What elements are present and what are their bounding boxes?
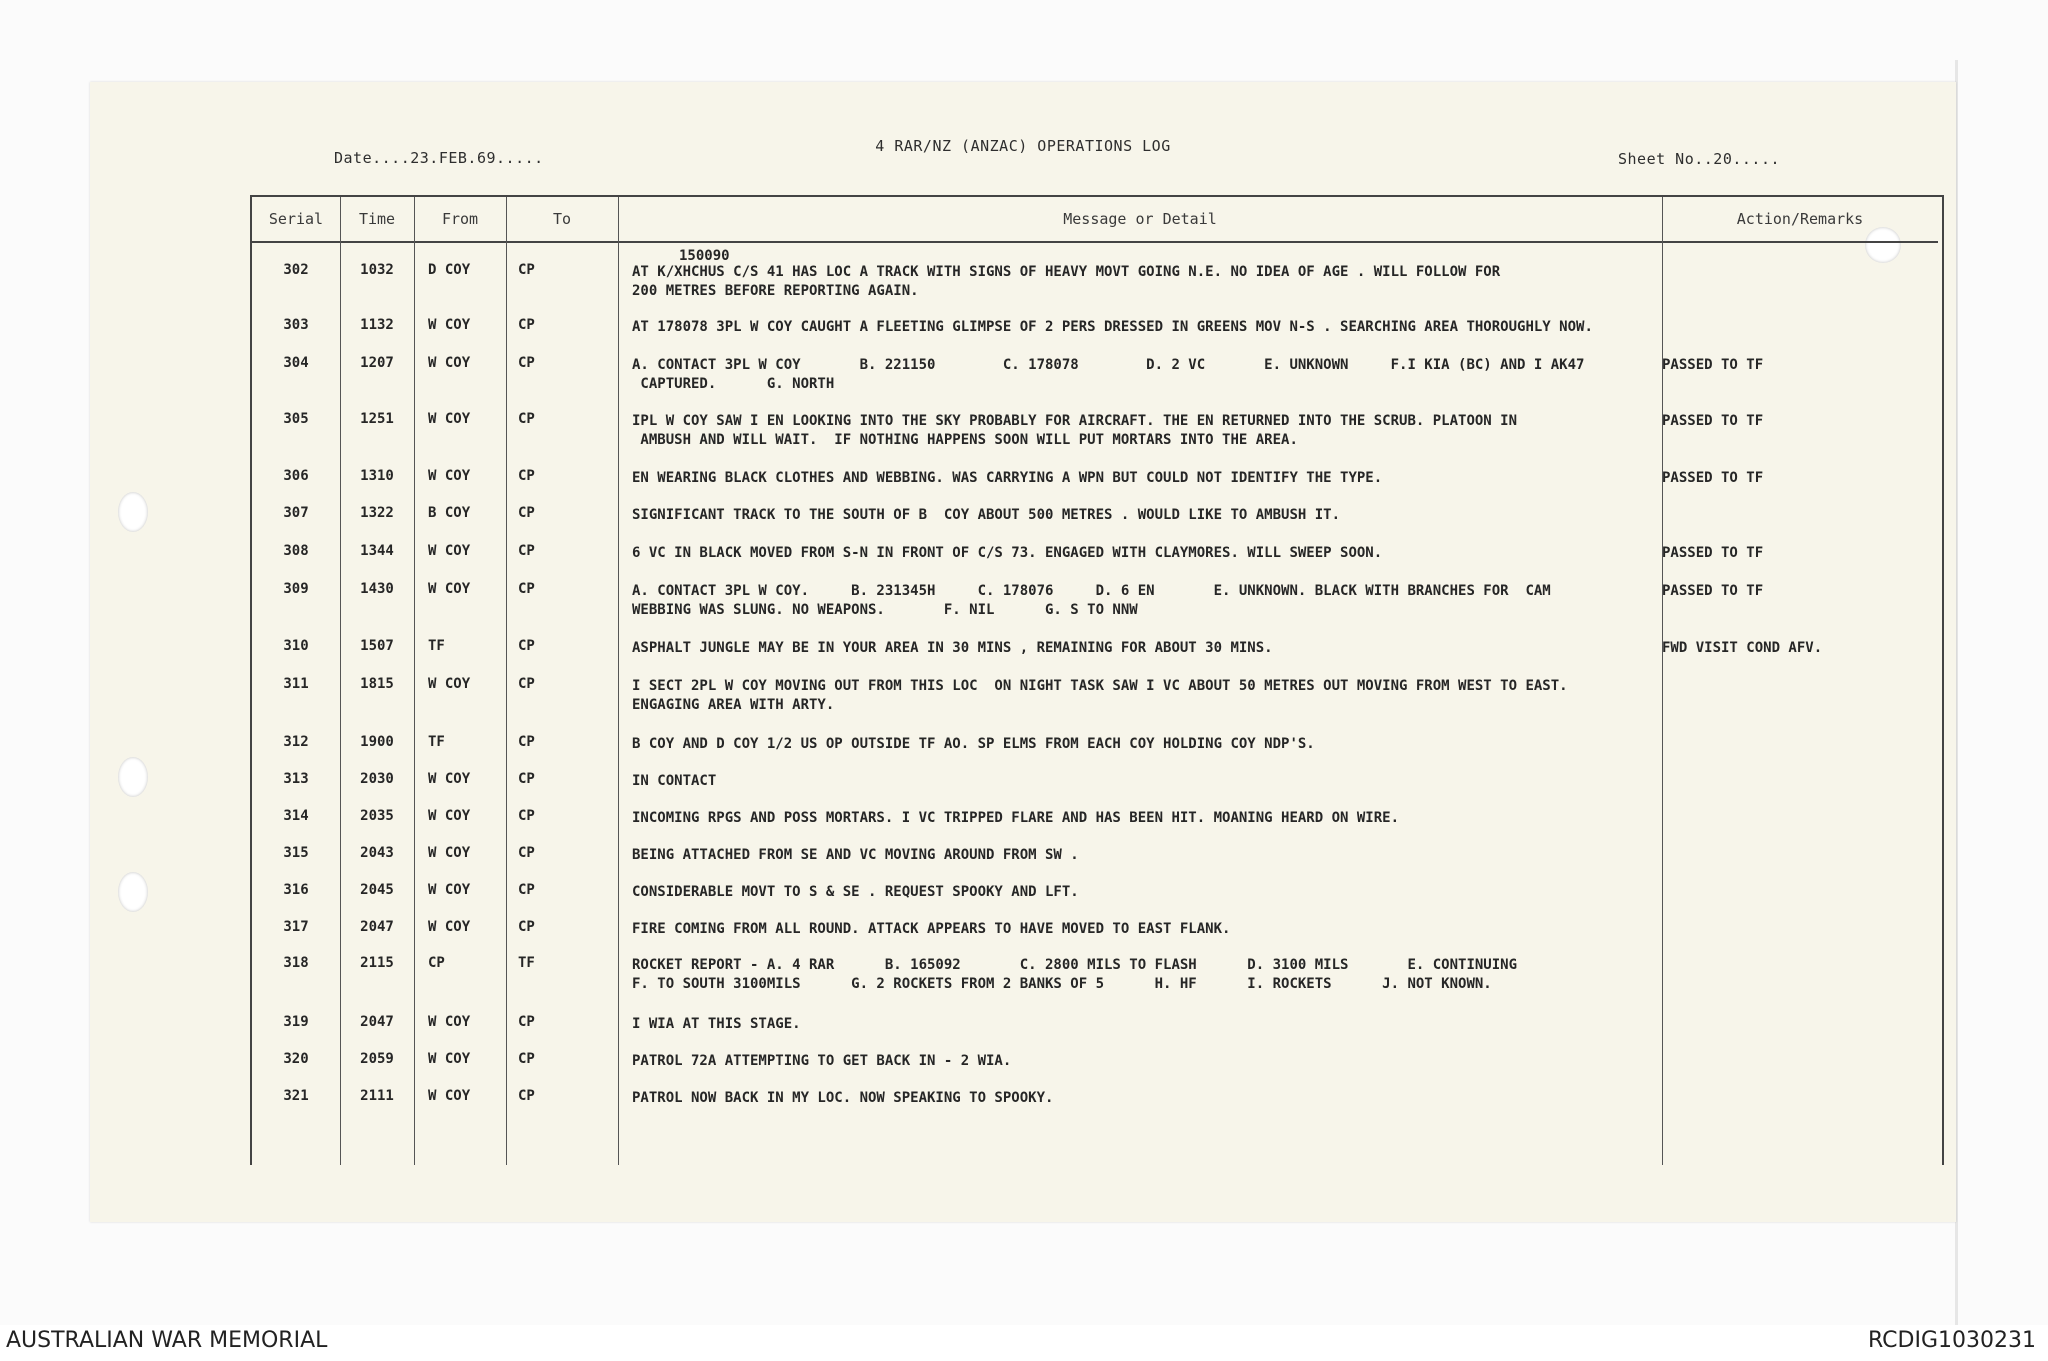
serial-cell: 316 [283, 882, 309, 898]
from-cell: W COY [428, 543, 471, 559]
time-cell: 1132 [360, 317, 394, 333]
archive-name: AUSTRALIAN WAR MEMORIAL [6, 1328, 328, 1353]
time-cell: 2047 [360, 919, 394, 935]
message-cell: A. CONTACT 3PL W COY B. 221150 C. 178078 D. 2 VC E. UNKNOWN F.I KIA (BC) AND I AK47 CAPTURED. G. NORTH [632, 357, 1585, 392]
time-cell: 1207 [360, 355, 394, 371]
punch-hole [118, 492, 148, 532]
from-cell: W COY [428, 845, 471, 861]
action-cell: FWD VISIT COND AFV. [1662, 640, 1823, 656]
column-header-serial: Serial [252, 197, 340, 243]
from-cell: CP [428, 955, 445, 971]
column-header-message: Message or Detail [618, 197, 1662, 243]
from-cell: W COY [428, 1014, 471, 1030]
to-cell: CP [518, 262, 535, 278]
message-cell: BEING ATTACHED FROM SE AND VC MOVING AROUND FROM SW . [632, 847, 1079, 863]
archive-reference: RCDIG1030231 [1867, 1328, 2036, 1353]
to-cell: TF [518, 955, 535, 971]
from-cell: W COY [428, 1088, 471, 1104]
message-cell: PATROL NOW BACK IN MY LOC. NOW SPEAKING TO SPOOKY. [632, 1090, 1054, 1106]
time-cell: 2043 [360, 845, 394, 861]
log-sheet [90, 82, 1956, 1222]
to-cell: CP [518, 355, 535, 371]
serial-cell: 319 [283, 1014, 309, 1030]
time-cell: 2035 [360, 808, 394, 824]
message-cell: I WIA AT THIS STAGE. [632, 1016, 801, 1032]
to-cell: CP [518, 845, 535, 861]
from-cell: W COY [428, 1051, 471, 1067]
from-cell: W COY [428, 771, 471, 787]
serial-cell: 303 [283, 317, 309, 333]
log-title: 4 RAR/NZ (ANZAC) OPERATIONS LOG [875, 137, 1171, 155]
time-cell: 1815 [360, 676, 394, 692]
time-cell: 1251 [360, 411, 394, 427]
to-cell: CP [518, 676, 535, 692]
from-cell: TF [428, 734, 445, 750]
message-cell: AT 178078 3PL W COY CAUGHT A FLEETING GLIMPSE OF 2 PERS DRESSED IN GREENS MOV N-S . SEARCHING AREA THOROUGHLY NOW. [632, 319, 1593, 335]
time-cell: 1322 [360, 505, 394, 521]
serial-cell: 310 [283, 638, 309, 654]
to-cell: CP [518, 468, 535, 484]
message-cell: 6 VC IN BLACK MOVED FROM S-N IN FRONT OF C/S 73. ENGAGED WITH CLAYMORES. WILL SWEEP SOON. [632, 545, 1383, 561]
sheet-number: Sheet No..20..... [1618, 150, 1781, 168]
message-cell: EN WEARING BLACK CLOTHES AND WEBBING. WAS CARRYING A WPN BUT COULD NOT IDENTIFY THE TYPE. [632, 470, 1383, 486]
action-cell: PASSED TO TF [1662, 413, 1764, 429]
from-cell: W COY [428, 808, 471, 824]
time-cell: 1430 [360, 581, 394, 597]
serial-cell: 318 [283, 955, 309, 971]
time-cell: 1344 [360, 543, 394, 559]
message-cell: B COY AND D COY 1/2 US OP OUTSIDE TF AO. SP ELMS FROM EACH COY HOLDING COY NDP'S. [632, 736, 1315, 752]
to-cell: CP [518, 581, 535, 597]
to-cell: CP [518, 919, 535, 935]
to-cell: CP [518, 505, 535, 521]
message-cell: INCOMING RPGS AND POSS MORTARS. I VC TRIPPED FLARE AND HAS BEEN HIT. MOANING HEARD ON WIRE. [632, 810, 1400, 826]
action-cell: PASSED TO TF [1662, 470, 1764, 486]
serial-cell: 304 [283, 355, 309, 371]
serial-cell: 321 [283, 1088, 309, 1104]
time-cell: 1032 [360, 262, 394, 278]
action-cell: PASSED TO TF [1662, 357, 1764, 373]
serial-cell: 308 [283, 543, 309, 559]
grid-reference-annotation: 150090 [679, 248, 730, 264]
from-cell: W COY [428, 919, 471, 935]
message-cell: FIRE COMING FROM ALL ROUND. ATTACK APPEARS TO HAVE MOVED TO EAST FLANK. [632, 921, 1231, 937]
message-cell: ASPHALT JUNGLE MAY BE IN YOUR AREA IN 30 MINS , REMAINING FOR ABOUT 30 MINS. [632, 640, 1273, 656]
punch-hole [118, 872, 148, 912]
message-cell: CONSIDERABLE MOVT TO S & SE . REQUEST SPOOKY AND LFT. [632, 884, 1079, 900]
message-cell: IN CONTACT [632, 773, 717, 789]
from-cell: B COY [428, 505, 471, 521]
from-cell: W COY [428, 676, 471, 692]
serial-cell: 306 [283, 468, 309, 484]
to-cell: CP [518, 808, 535, 824]
to-cell: CP [518, 411, 535, 427]
to-cell: CP [518, 1051, 535, 1067]
column-header-action: Action/Remarks [1662, 197, 1938, 243]
to-cell: CP [518, 317, 535, 333]
to-cell: CP [518, 638, 535, 654]
column-header-time: Time [340, 197, 414, 243]
column-divider [618, 197, 619, 1165]
time-cell: 2059 [360, 1051, 394, 1067]
serial-cell: 305 [283, 411, 309, 427]
time-cell: 1900 [360, 734, 394, 750]
column-divider [1662, 197, 1663, 1165]
message-cell: SIGNIFICANT TRACK TO THE SOUTH OF B COY ABOUT 500 METRES . WOULD LIKE TO AMBUSH IT. [632, 507, 1341, 523]
serial-cell: 320 [283, 1051, 309, 1067]
action-cell: PASSED TO TF [1662, 583, 1764, 599]
column-header-to: To [506, 197, 618, 243]
time-cell: 2045 [360, 882, 394, 898]
serial-cell: 302 [283, 262, 309, 278]
from-cell: W COY [428, 882, 471, 898]
from-cell: W COY [428, 411, 471, 427]
to-cell: CP [518, 734, 535, 750]
serial-cell: 314 [283, 808, 309, 824]
from-cell: W COY [428, 581, 471, 597]
time-cell: 2030 [360, 771, 394, 787]
serial-cell: 311 [283, 676, 309, 692]
time-cell: 1507 [360, 638, 394, 654]
from-cell: TF [428, 638, 445, 654]
to-cell: CP [518, 543, 535, 559]
serial-cell: 315 [283, 845, 309, 861]
action-cell: PASSED TO TF [1662, 545, 1764, 561]
serial-cell: 312 [283, 734, 309, 750]
from-cell: D COY [428, 262, 471, 278]
message-cell: PATROL 72A ATTEMPTING TO GET BACK IN - 2 WIA. [632, 1053, 1012, 1069]
serial-cell: 307 [283, 505, 309, 521]
time-cell: 2047 [360, 1014, 394, 1030]
from-cell: W COY [428, 468, 471, 484]
to-cell: CP [518, 771, 535, 787]
serial-cell: 317 [283, 919, 309, 935]
message-cell: A. CONTACT 3PL W COY. B. 231345H C. 178076 D. 6 EN E. UNKNOWN. BLACK WITH BRANCHES FOR CAM WEBBING WAS SLUNG. NO WEAPONS. F. NIL G. S TO NNW [632, 583, 1551, 618]
serial-cell: 313 [283, 771, 309, 787]
message-cell: I SECT 2PL W COY MOVING OUT FROM THIS LOC ON NIGHT TASK SAW I VC ABOUT 50 METRES OUT MOVING FROM WEST TO EAST. ENGAGING AREA WITH ARTY. [632, 678, 1568, 713]
punch-hole [118, 757, 148, 797]
time-cell: 2111 [360, 1088, 394, 1104]
message-cell: ROCKET REPORT - A. 4 RAR B. 165092 C. 2800 MILS TO FLASH D. 3100 MILS E. CONTINUING F. TO SOUTH 3100MILS G. 2 ROCKETS FROM 2 BANKS OF 5 H. HF I. ROCKETS J. NOT KNOWN. [632, 957, 1518, 992]
serial-cell: 309 [283, 581, 309, 597]
log-date: Date....23.FEB.69..... [334, 149, 544, 167]
to-cell: CP [518, 1014, 535, 1030]
to-cell: CP [518, 882, 535, 898]
time-cell: 1310 [360, 468, 394, 484]
time-cell: 2115 [360, 955, 394, 971]
column-header-from: From [414, 197, 506, 243]
to-cell: CP [518, 1088, 535, 1104]
from-cell: W COY [428, 317, 471, 333]
operations-log-table [250, 195, 1944, 1165]
from-cell: W COY [428, 355, 471, 371]
message-cell: AT K/XHCHUS C/S 41 HAS LOC A TRACK WITH SIGNS OF HEAVY MOVT GOING N.E. NO IDEA OF AGE . WILL FOLLOW FOR 200 METRES BEFORE REPORTING AGAIN. [632, 264, 1501, 299]
message-cell: IPL W COY SAW I EN LOOKING INTO THE SKY PROBABLY FOR AIRCRAFT. THE EN RETURNED INTO THE SCRUB. PLATOON IN AMBUSH AND WILL WAIT. IF NOTHING HAPPENS SOON WILL PUT MORTARS INTO THE AREA. [632, 413, 1518, 448]
